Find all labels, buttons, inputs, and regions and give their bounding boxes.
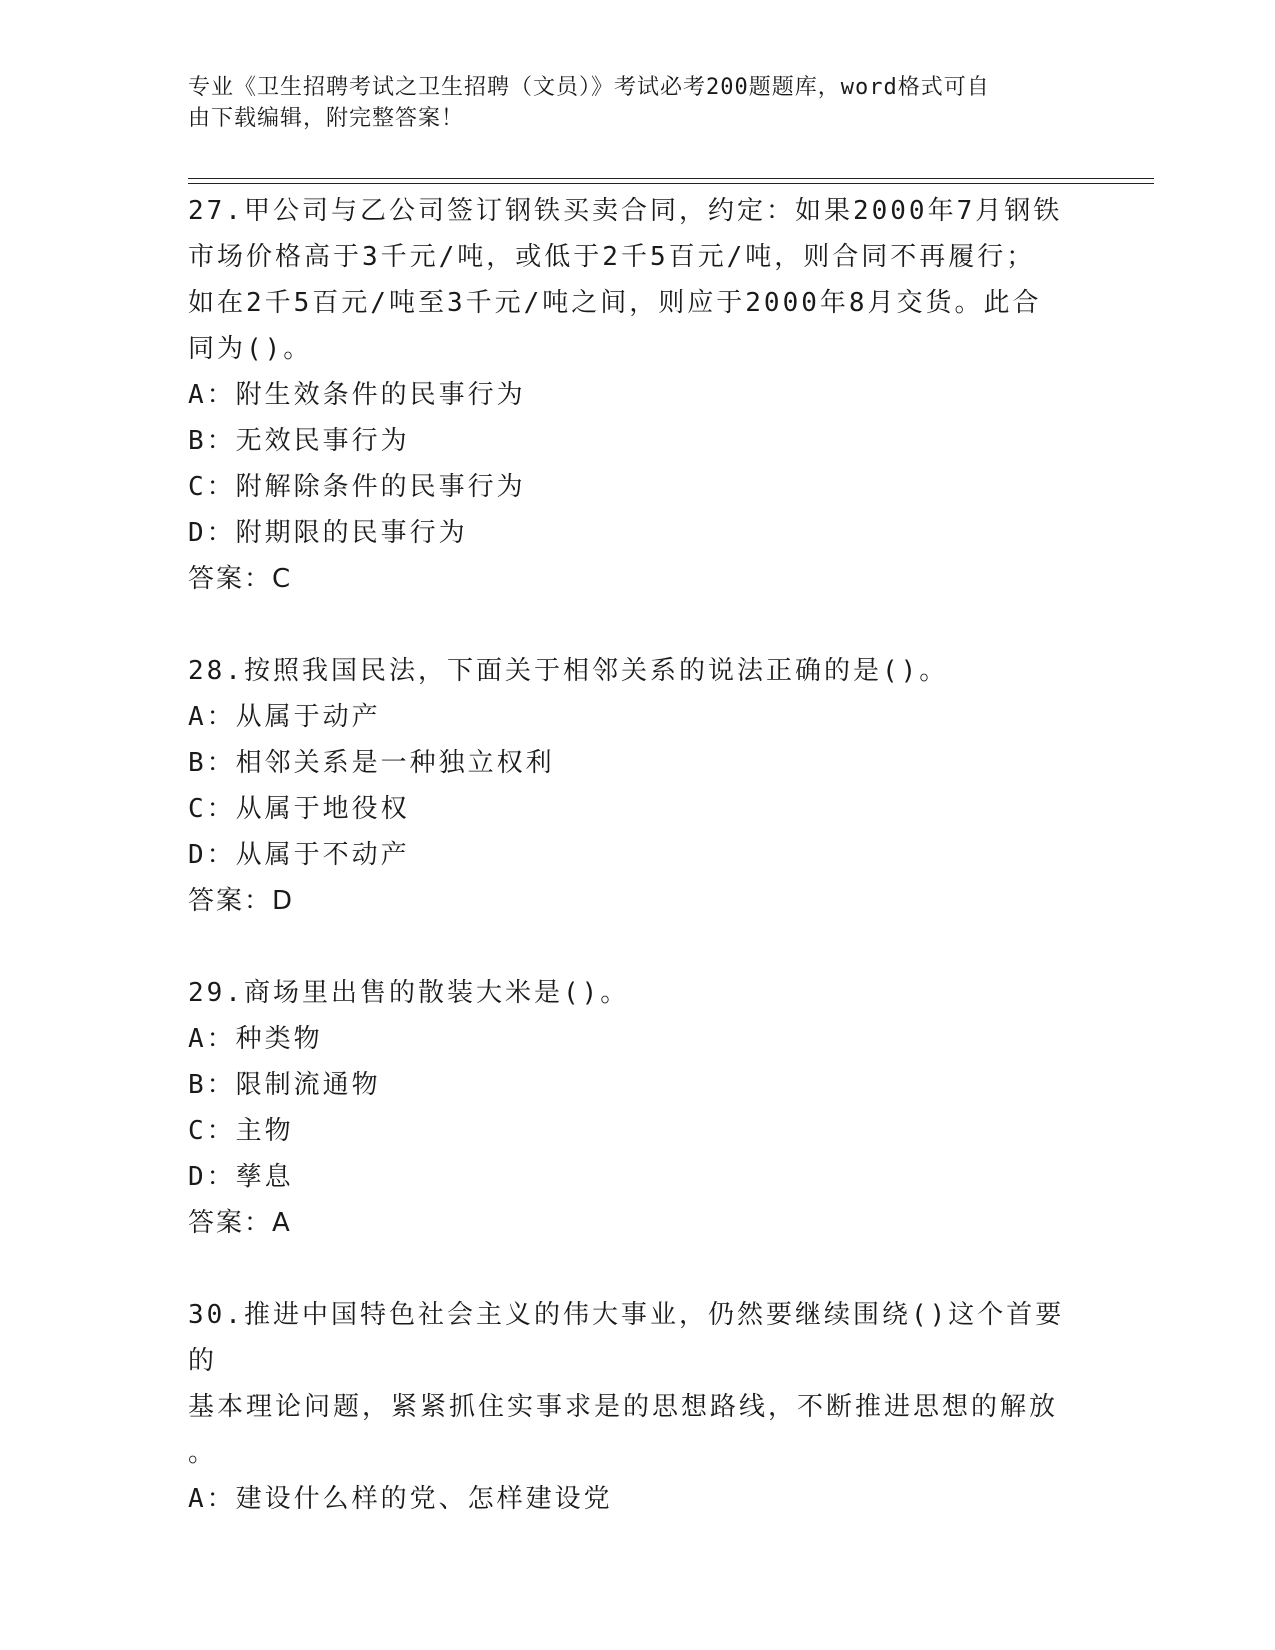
question-stem-line: 市场价格高于3千元/吨，或低于2千5百元/吨，则合同不再履行； [188,242,1036,272]
question-27 [188,188,1088,602]
document-header [188,72,1068,134]
answer-line: 答案：D [188,886,295,916]
option-a: A：种类物 [188,1024,323,1054]
option-c: C：主物 [188,1116,294,1146]
question-30 [188,1292,1088,1522]
question-stem-line: 同为()。 [188,334,313,364]
answer-line: 答案：C [188,564,293,594]
question-stem-line: 30.推进中国特色社会主义的伟大事业，仍然要继续围绕()这个首要的 [188,1300,1065,1376]
question-stem-line: 28.按照我国民法，下面关于相邻关系的说法正确的是()。 [188,656,949,686]
option-a: A：附生效条件的民事行为 [188,380,526,410]
answer-line: 答案：A [188,1208,292,1238]
header-divider-top [188,178,1154,179]
header-divider-bottom [188,183,1154,184]
question-list [188,188,1088,1568]
option-a: A：建设什么样的党、怎样建设党 [188,1484,613,1514]
option-d: D：孳息 [188,1162,294,1192]
header-line-1: 专业《卫生招聘考试之卫生招聘（文员）》考试必考200题题库，word格式可自 [188,75,990,100]
option-b: B：限制流通物 [188,1070,381,1100]
option-a: A：从属于动产 [188,702,381,732]
question-stem-line: 如在2千5百元/吨至3千元/吨之间，则应于2000年8月交货。此合 [188,288,1042,318]
option-b: B：无效民事行为 [188,426,410,456]
question-stem-line: 基本理论问题，紧紧抓住实事求是的思想路线，不断推进思想的解放 [188,1392,1059,1422]
question-stem-line: 。 [188,1438,218,1468]
question-stem-line: 29.商场里出售的散装大米是()。 [188,978,630,1008]
option-c: C：从属于地役权 [188,794,410,824]
header-line-2: 由下载编辑，附完整答案！ [188,106,465,131]
option-b: B：相邻关系是一种独立权利 [188,748,555,778]
option-d: D：附期限的民事行为 [188,518,468,548]
question-28 [188,648,1088,924]
question-29 [188,970,1088,1246]
option-d: D：从属于不动产 [188,840,410,870]
question-stem-line: 27.甲公司与乙公司签订钢铁买卖合同，约定：如果2000年7月钢铁 [188,196,1063,226]
option-c: C：附解除条件的民事行为 [188,472,526,502]
